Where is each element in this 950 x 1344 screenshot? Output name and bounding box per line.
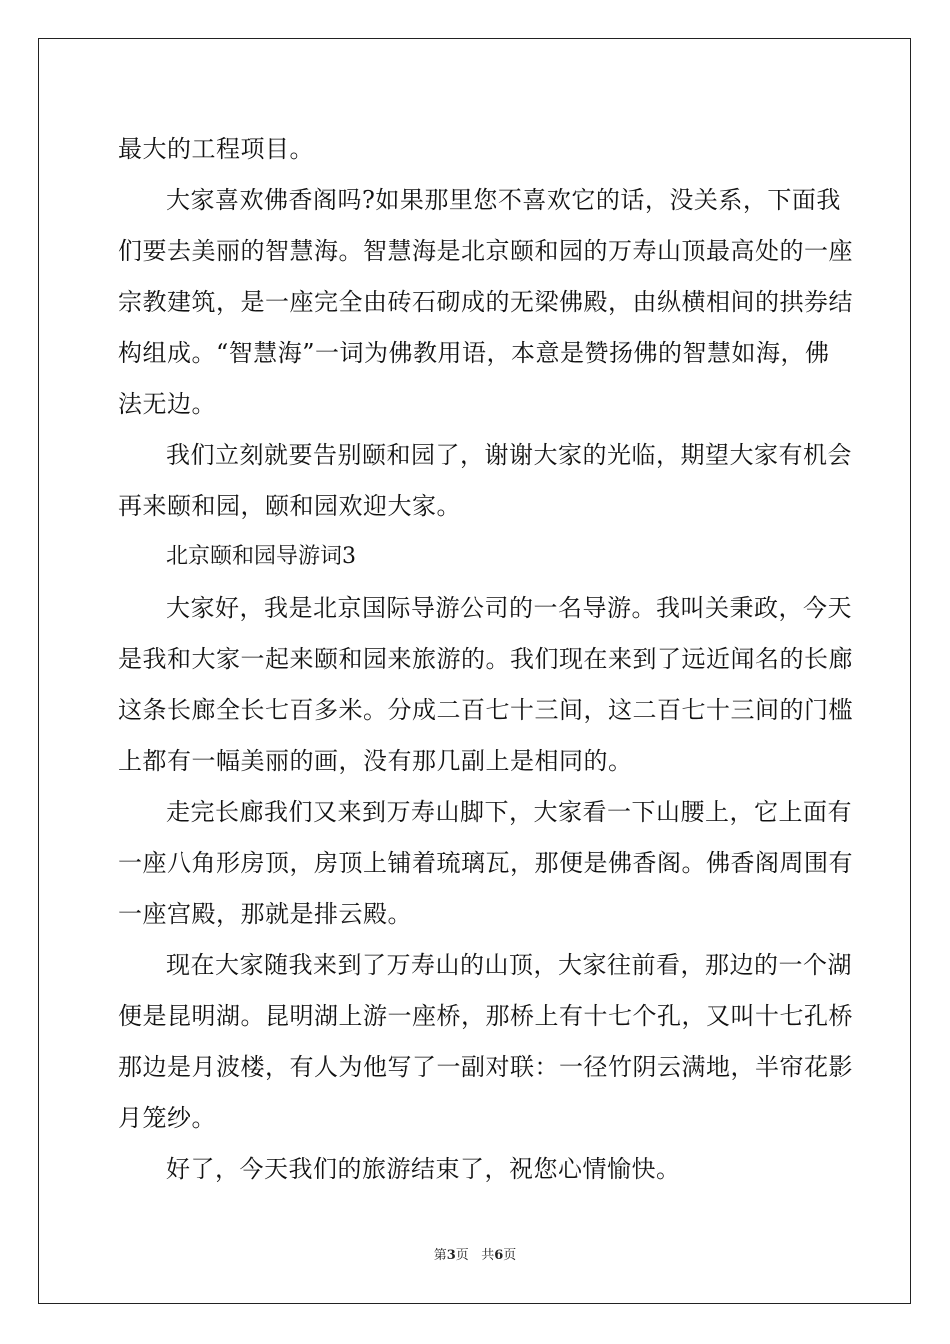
text-line: 这条长廊全长七百多米。分成二百七十三间，这二百七十三间的门槛 (118, 696, 853, 724)
page-prefix: 第 (433, 1248, 447, 1263)
text-line: 一座宫殿，那就是排云殿。 (118, 900, 412, 928)
section-heading: 北京颐和园导游词3 (166, 544, 356, 569)
text-line: 宗教建筑，是一座完全由砖石砌成的无梁佛殿，由纵横相间的拱券结 (118, 288, 853, 316)
text-line: 那边是月波楼，有人为他写了一副对联：一径竹阴云满地，半帘花影 (118, 1053, 853, 1081)
text-line: 一座八角形房顶，房顶上铺着琉璃瓦，那便是佛香阁。佛香阁周围有 (118, 849, 853, 877)
page-footer (0, 1247, 950, 1265)
text-line: 构组成。“智慧海”一词为佛教用语，本意是赞扬佛的智慧如海，佛 (118, 339, 830, 367)
page-number: 3 (446, 1248, 456, 1263)
text-line: 再来颐和园，颐和园欢迎大家。 (118, 492, 461, 520)
total-pages: 6 (494, 1248, 504, 1263)
text-line: 上都有一幅美丽的画，没有那几副上是相同的。 (118, 747, 633, 775)
text-line: 最大的工程项目。 (118, 135, 314, 163)
page-suffix: 页 (455, 1248, 469, 1263)
text-line: 法无边。 (118, 390, 216, 418)
paragraph-start-line: 现在大家随我来到了万寿山的山顶，大家往前看，那边的一个湖 (166, 951, 852, 979)
paragraph-start-line: 大家好，我是北京国际导游公司的一名导游。我叫关秉政，今天 (166, 594, 852, 622)
text-line: 便是昆明湖。昆明湖上游一座桥，那桥上有十七个孔，又叫十七孔桥 (118, 1002, 853, 1030)
total-suffix: 页 (503, 1248, 517, 1263)
text-line: 是我和大家一起来颐和园来旅游的。我们现在来到了远近闻名的长廊 (118, 645, 853, 673)
paragraph-start-line: 好了，今天我们的旅游结束了，祝您心情愉快。 (166, 1155, 681, 1183)
paragraph-start-line: 我们立刻就要告别颐和园了，谢谢大家的光临，期望大家有机会 (166, 441, 852, 469)
total-prefix: 共 (481, 1248, 495, 1263)
paragraph-start-line: 大家喜欢佛香阁吗?如果那里您不喜欢它的话，没关系，下面我 (166, 186, 841, 214)
text-line: 们要去美丽的智慧海。智慧海是北京颐和园的万寿山顶最高处的一座 (118, 237, 853, 265)
paragraph-start-line: 走完长廊我们又来到万寿山脚下，大家看一下山腰上，它上面有 (166, 798, 852, 826)
text-line: 月笼纱。 (118, 1104, 216, 1132)
